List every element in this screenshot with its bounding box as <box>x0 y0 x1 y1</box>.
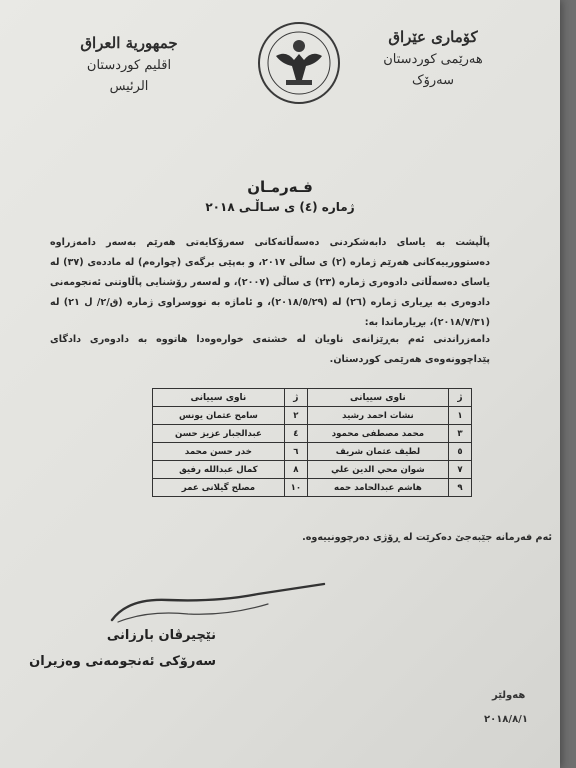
col-header-number: ژ <box>449 389 472 407</box>
table-header-row <box>153 389 472 407</box>
issue-date: ٢٠١٨/٨/١ <box>484 714 528 725</box>
col-header-name: ناوی سییانی <box>307 389 448 407</box>
judge-name: كمال عبدالله رفيق <box>153 461 285 479</box>
table-row <box>153 407 472 425</box>
row-number: ٨ <box>284 461 307 479</box>
issue-place: هەولێر <box>492 690 526 701</box>
judge-name: هاشم عبدالحامد حمه <box>307 479 448 497</box>
kurdistan-eagle-seal-icon <box>256 20 342 106</box>
row-number: ٥ <box>449 443 472 461</box>
judge-name: شوان محي الدين علي <box>307 461 448 479</box>
arabic-letterhead <box>64 34 194 94</box>
col-header-number: ژ <box>284 389 307 407</box>
row-number: ٦ <box>284 443 307 461</box>
table-row <box>153 461 472 479</box>
row-number: ٤ <box>284 425 307 443</box>
table-row <box>153 425 472 443</box>
judge-name: نشات احمد رشيد <box>307 407 448 425</box>
row-number: ٣ <box>449 425 472 443</box>
row-number: ٧ <box>449 461 472 479</box>
judges-table <box>152 388 472 497</box>
table-row <box>153 443 472 461</box>
letterhead-kurdish-line1: كۆماری عێراق <box>388 28 478 46</box>
judge-name: عبدالجبار عزيز حسن <box>153 425 285 443</box>
letterhead-arabic-line1: جمهورية العراق <box>80 34 178 52</box>
signatory-name: نێچیرڤان بارزانی <box>106 628 216 643</box>
judge-name: سامح عثمان يونس <box>153 407 285 425</box>
row-number: ١٠ <box>284 479 307 497</box>
letterhead-arabic-line3: الرئيس <box>109 79 149 94</box>
table-row <box>153 479 472 497</box>
decree-decision: دامەزراندنی ئەم بەڕێزانەی ناویان لە خشتەی خوارەوەدا هاتووە بە دادوەری دادگای پێداچوونەوەی هەرێمی کوردستان. <box>50 334 490 365</box>
letterhead-kurdish-line2: هەرێمی كوردستان <box>383 52 483 67</box>
signatory-title: سەرۆکی ئەنجومەنی وەزیران <box>29 654 216 669</box>
row-number: ٢ <box>284 407 307 425</box>
judge-name: مصلح گيلانى عمر <box>153 479 285 497</box>
kurdish-letterhead <box>368 28 498 88</box>
col-header-name: ناوی سییانی <box>153 389 285 407</box>
judge-name: لطيف عثمان شريف <box>307 443 448 461</box>
judge-name: خدر حسن محمد <box>153 443 285 461</box>
judge-name: محمد مصطفى محمود <box>307 425 448 443</box>
row-number: ١ <box>449 407 472 425</box>
closing-statement: ئەم فەرمانە جێبەجێ دەکرێت لە ڕۆژی دەرچوونییەوە. <box>302 532 552 543</box>
letterhead-arabic-line2: اقليم كوردستان <box>86 58 172 73</box>
row-number: ٩ <box>449 479 472 497</box>
decree-title: فـەرمـان <box>247 178 313 196</box>
decree-preamble: پاڵپشت بە یاسای دابەشکردنی دەسەڵاتەکانی سەرۆکایەتی هەرێم بەسەر دامەزراوە دەستوورییەکانی هەرێم ژمارە (٢) ی ساڵی ٢٠١٧، و بەپێی برگەی (چوارەم) لە ماددەی (٣٧) لە یاسای دەسەڵاتی دادوەری ژمارە (٢٣) ی ساڵی (٢٠٠٧)، و لەسەر رۆشنایی پاڵاوتنی ئەنجومەنی دادوەری بە بڕیاری ژمارە (٢٦) لە (٢٠١٨/٥/٢٩)، و ئاماژە بە نووسراوی ژمارە (ق/٢/ ل ٢١) لە (٢٠١٨/٧/٣١)، بڕیارماندا بە: <box>50 237 491 328</box>
letterhead-kurdish-line3: سەرۆک <box>411 73 455 88</box>
signature-scribble <box>108 580 328 628</box>
decree-number: ژمارە (٤) ی سـاڵـی ٢٠١٨ <box>205 200 355 214</box>
